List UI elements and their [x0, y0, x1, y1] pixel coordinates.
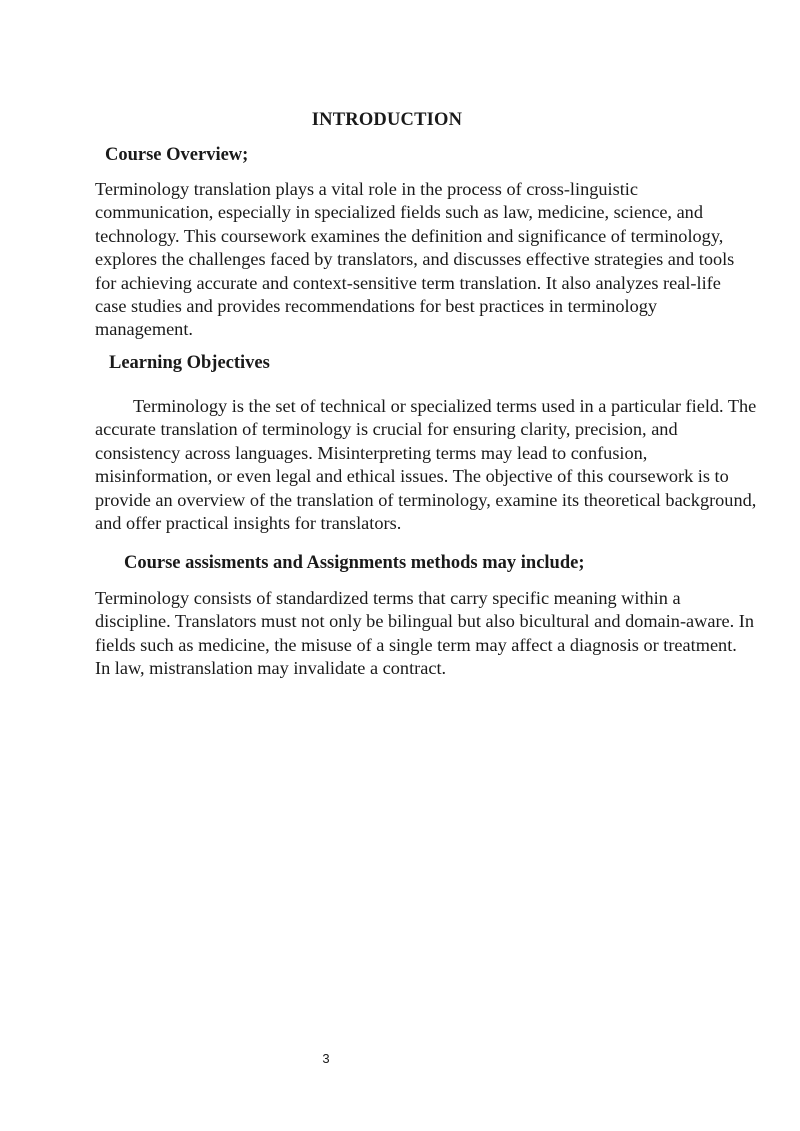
- page-title: INTRODUCTION: [311, 110, 463, 130]
- section-heading-learning-objectives: Learning Objectives: [109, 353, 270, 373]
- section-heading-assessments: Course assisments and Assignments methods may include;: [124, 553, 585, 573]
- section-body-assessments: Terminology consists of standardized terms that carry specific meaning within a discipline. Translators must not only be bilingual but also bicultural and domain-aware. In fields such as medicine, the misuse of a single term may affect a diagnosis or treatment. In law, mistranslation may invalidate a contract.: [95, 588, 755, 679]
- section-body-course-overview: Terminology translation plays a vital role in the process of cross-linguistic communication, especially in specialized fields such as law, medicine, science, and technology. This coursework examines the definition and significance of terminology, explores the challenges faced by translators, and discusses effective strategies and tools for achieving accurate and context-sensitive term translation. It also analyzes real-life case studies and provides recommendations for best practices in terminology management.: [95, 179, 735, 340]
- page-number: 3: [322, 1051, 330, 1066]
- section-heading-course-overview: Course Overview;: [105, 145, 249, 165]
- section-body-learning-objectives: Terminology is the set of technical or specialized terms used in a particular field. The accurate translation of terminology is crucial for ensuring clarity, precision, and consistency across languages. Misinterpreting terms may lead to confusion, misinformation, or even legal and ethical issues. The objective of this coursework is to provide an overview of the translation of terminology, examine its theoretical background, and offer practical insights for translators.: [95, 396, 757, 534]
